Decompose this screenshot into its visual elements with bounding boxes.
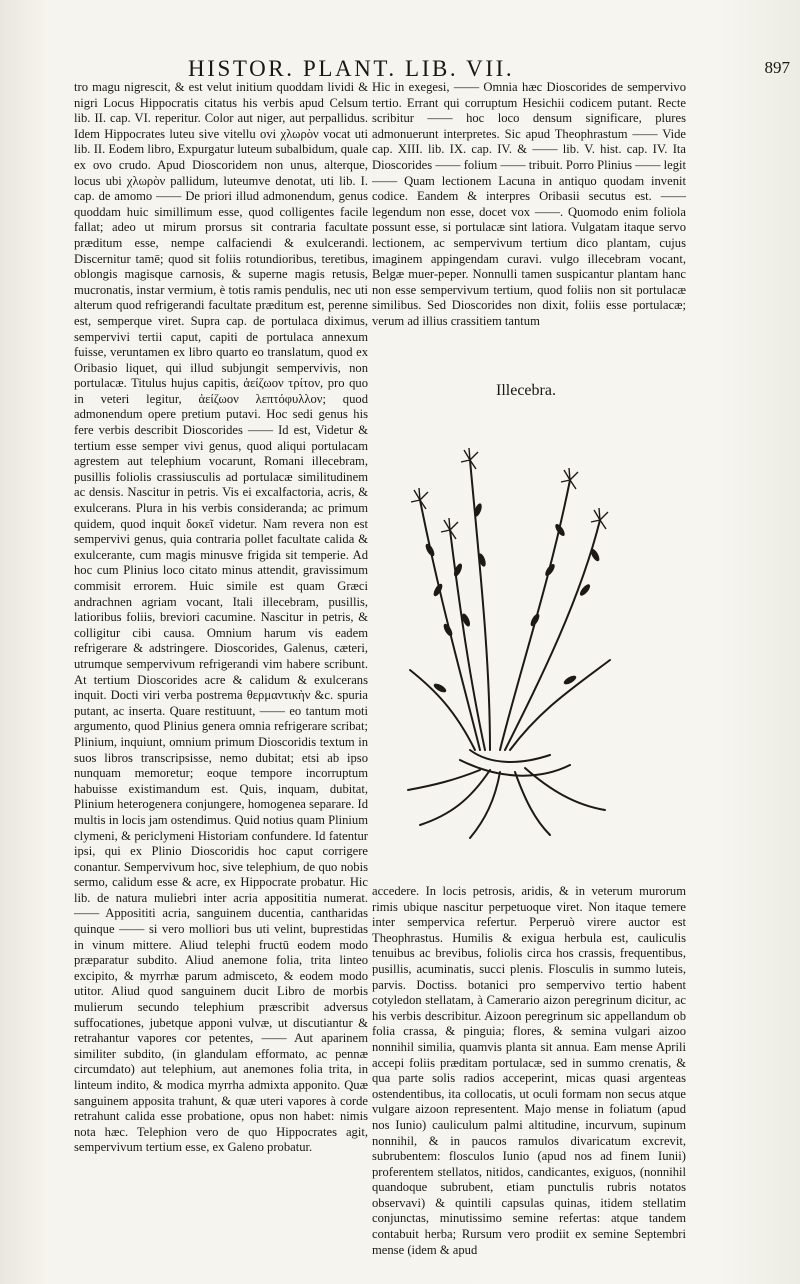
figure-caption: Illecebra.	[496, 382, 556, 399]
left-paragraph: tro magu nigrescit, & est velut initium quoddam lividi & nigri Locus Hippocratis citatus his verbis apud Celsum lib. II. cap. VI. reperitur. Color aut niger, aut perpallidus. Idem Hippocrates luteu sive vitellu ovi χλωρὸν vocat uti lib. II. Eodem libro, Expurgatur luteum subalbidum, quale ex ovo crudo. Apud Dioscoridem non unus, alterque, locus ubi χλωρὸν pallidum, luteumve denotat, uti lib. I. cap. de amomo —— De priori illud admonendum, genus quoddam huic simillimum esse, quod colligentes facile fallat; adeo ut mirum prorsus sit contraria facultate præditum esse, nempe calfaciendi & exulcerandi. Discernitur tamē; quod sit foliis rotundioribus, teretibus, oblongis magisque carnosis, & superne magis retusis, mucronatis, instar vermium, è totis ramis pendulis, nec uti alterum quod refrigerandi facultate præditum est, perenne est, semperque viret. Supra cap. de portulaca diximus, sempervivi tertii caput, capiti de portulaca annexum fuisse, veruntamen ex libro quarto eo translatum, quod ex Oribasio liquet, qui illud subjungit sempervivis, non portulacæ. Titulus hujus capitis, ἀείζωον τρίτον, pro quo in veteri legitur, ἀείζωον λεπτόφυλλον; quod admonendum opere pretium putavi. Hoc sedi genus his fere verbis describit Dioscorides —— Id est, Videtur & tertium esse semper vivi genus, quod aliqui portulacam agrestem aut telephium vocarunt, Romani illecebram, pusillis foliolis crassiusculis ad portulacæ similitudinem ac densis. Nascitur in petris. Vis ei excalfactoria, acris, & exulcerans. Plura in his verbis consideranda; ac primum quidem, quod inquit δοκεῖ videtur. Nam revera non est sempervivi genus, quia contraria pollet facultate calida & exulcerante, cum magis minusve frigida sit temperie. Ad hoc cum Plinius loco citato minus attendit, gravissimum commisit errorem. Huic simile est quam Græci andrachnen agriam vocant, Itali illecebram, pusillis, latioribus foliis, breviori cacumine. Nascitur in petris, & colligitur cibi causa. Omnium harum vis eadem refrigerare & adstringere. Dioscorides, Galenus, cæteri, utrumque sempervivum refrigerandi vim habere scribunt. At tertium Dioscorides acre & calidum & exulcerans inquit. Docti viri verba postrema θερμαντικὴν &c. spuria putant, ac inserta. Quare restituunt, —— eo tantum moti argumento, quod Plinius genera omnia refrigerare scribat; Plinium, inquiunt, omnium primum Dioscoridis textum in suos libros transcripsisse, nemo dubitat; etsi ab ipso nunquam memoretur; eoque tempore incorruptum habuisse existimandum est. Quis, inquam, dubitat, Plinium heterogenera conjungere, homogenea separare. Id multis in locis jam ostendimus. Quid notius quam Plinium clymeni, & periclymeni Historiam confundere. Id fatentur ipsi, qui ex Plinio Dioscoridis hoc caput corrigere conantur. Sempervivum hoc, sive telephium, de quo nobis sermo, calidum esse & acre, ex Hippocrate probatur. Hic lib. de natura muliebri inter acria apposititia numerat. —— Apposititi acria, sanguinem ducentia, cantharidas quinque —— si vero molliori bus uti velint, buprestidas in vinum mittere. Aliud telephi fructū eodem modo præparatur subdito. Aliud anemone folia, trita linteo excipito, & myrrhæ parum admisceto, & eodem modo utitor. Aliud quod sanguinem ducit Libro de morbis mulierum secundo telephium præscribit adversus suffocationes, jubetque apponi vulvæ, ut discutiantur & retrahantur vapores cor petentes, —— Aut aparinem similiter subdito, (in glandulam efformato, ac pennæ circumdato) aut telephium, aut anemones folia trita, in linteum indito, & modica myrrha admixta apponito. Quæ sanguinem apposita trahunt, & quæ uteri vapores à corde retrahunt calida esse probatione, opus non habet: nimis nota hæc. Telephion vero de quo Hippocrates agit, sempervivum tertium esse, ex Galeno probatur.	[74, 80, 368, 1155]
right-top-paragraph: Hic in exegesi, —— Omnia hæc Dioscorides de sempervivo tertio. Errant qui corruptum Hesichii codicem putant. Recte scribitur —— hoc loco densum significare, plures admonuerunt interpretes. Sic apud Theophrastum —— Vide cap. XIII. lib. IX. cap. IV. & —— lib. V. hist. cap. IV. Ita Dioscorides —— folium —— tribuit. Porro Plinius —— legit —— Quam lectionem Lacuna in antiquo quodam invenit codice. Eandem & interpres Oribasii secutus est. —— legendum non esse, docet vox ——. Quomodo enim foliola possunt esse, si portulacæ sint latiora. Vulgatam itaque servo lectionem, ac sempervivum tertium dico plantam, cujus imaginem appingendam curavi. vulgo illecebram vocant, Belgæ muer-peper. Nonnulli tamen suspicantur plantam hanc non esse sempervivum tertium, quod foliis non sit portulacæ similibus. Sed Dioscorides non dixit, foliis esse portulacæ; verum ad illius crassitiem tantum	[372, 80, 686, 328]
page-number: 897	[764, 58, 790, 77]
running-title: HISTOR. PLANT. LIB. VII.	[188, 56, 515, 81]
plant-figure	[400, 380, 690, 870]
right-column-bottom	[372, 884, 686, 1257]
right-column-top	[372, 80, 686, 392]
illecebra-woodcut-illustration	[400, 420, 630, 840]
right-bottom-paragraph: accedere. In locis petrosis, aridis, & in veterum murorum rimis ubique nascitur perpetuoque viret. Non itaque temere inter sempervica refertur. Perperuò virere auctor est Theophrastus. Humilis & exigua herbula est, cauliculis tenuibus ac brevibus, foliolis circa hos crassis, frequentibus, pusillis, acuminatis, succi plenis. Flosculis in summo luteis, parvis. Doctiss. botanici pro sempervivo tertio habent cotyledon stellatam, à Camerario aizon peregrinum dicitur, ac his verbis describitur. Aizoon peregrinum sic appellandum ob folia crassa, & pinguia; flores, & semina vulgari aizoo nonnihil similia, quamvis planta sit annua. Eam mense Aprili accepi foliis præditam portulacæ, sed in summo crenatis, & qua parte solis radios acceperint, micas quasi argenteas ostendentibus, ita collocatis, ut oculi formam non secus atque vulgare aizoon representent. Majo mense in foliatum (apud nos Iunio) cauliculum palmi altitudine, incurvum, supinum nonnihil, & in paucos ramulos divaricatum excrevit, subrubentem: flosculos Iunio (apud nos ad finem Iunii) proferentem stellatos, nitidos, candicantes, exiguos, (nonnihil quandoque subrubent, etiam punctulis rubris notatos observavi) & quintili capsulas quinas, itidem stellatim conjunctas, minutissimo semine refertas: atque tandem contabuit herba; Rursum vero prodiit ex semine Septembri mense (idem & apud	[372, 884, 686, 1257]
left-column	[74, 80, 368, 1240]
page-header	[70, 56, 800, 80]
